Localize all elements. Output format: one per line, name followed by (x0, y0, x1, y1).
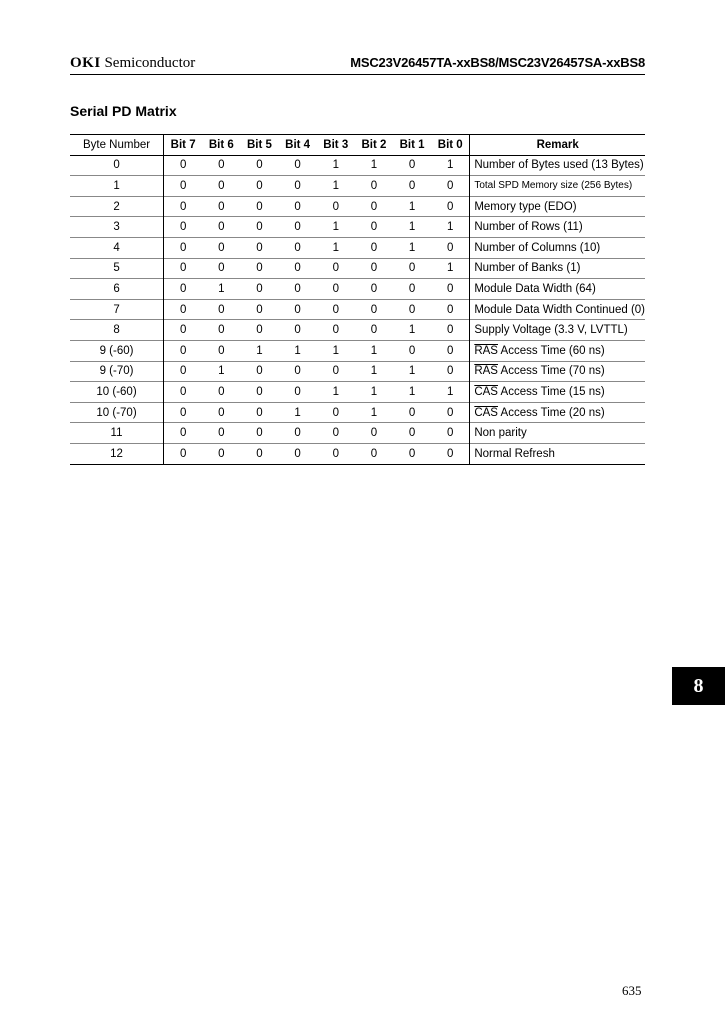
table-row (70, 176, 645, 197)
bit-7-cell: 0 (179, 406, 187, 419)
bit-1-cell: 1 (408, 221, 416, 234)
bit-6-cell: 0 (218, 241, 225, 254)
bit-4-cell: 0 (294, 447, 301, 460)
bit-6-cell: 0 (218, 344, 225, 357)
bit-7-cell: 0 (179, 324, 187, 337)
bit-5-cell: 0 (256, 303, 263, 316)
column-header-bit-0: Bit 0 (431, 135, 470, 156)
byte-number-cell: 12 (70, 443, 164, 464)
bit-4-cell: 0 (294, 179, 301, 192)
bit-7-cell: 0 (179, 179, 187, 192)
bit-4-cell: 0 (294, 303, 301, 316)
byte-number-cell: 5 (70, 258, 164, 279)
bit-3-cell: 0 (332, 262, 339, 275)
bit-7-cell: 0 (179, 365, 187, 378)
table-row (70, 299, 645, 320)
logo-brand: OKI (70, 55, 101, 71)
bit-3-cell: 1 (332, 344, 339, 357)
table-row (70, 423, 645, 444)
bit-6-cell: 0 (218, 262, 225, 275)
bit-3-cell: 0 (332, 427, 339, 440)
column-header-remark: Remark (536, 138, 579, 151)
table-row (70, 443, 645, 464)
table-row (70, 402, 645, 423)
bit-4-cell: 0 (294, 262, 301, 275)
bit-3-cell: 1 (332, 159, 339, 172)
table-row (70, 237, 645, 258)
section-title: Serial PD Matrix (70, 103, 177, 119)
table-row (70, 155, 645, 176)
bit-2-cell: 0 (370, 200, 378, 213)
bit-3-cell: 1 (332, 221, 339, 234)
remark-cell (470, 361, 645, 382)
table-row (70, 217, 645, 238)
bit-6-cell: 0 (218, 200, 225, 213)
byte-number-cell: 6 (70, 279, 164, 300)
table-row (70, 320, 645, 341)
remark-cell (470, 196, 645, 217)
bit-0-cell: 1 (431, 217, 470, 238)
byte-number-cell: 3 (70, 217, 164, 238)
bit-4-cell: 0 (294, 385, 301, 398)
remark-cell (470, 320, 645, 341)
bit-6-cell: 0 (218, 303, 225, 316)
bit-7-cell: 0 (179, 344, 187, 357)
bit-2-cell: 1 (370, 159, 378, 172)
remark-text: Normal Refresh (474, 447, 555, 460)
bit-2-cell: 1 (370, 365, 378, 378)
bit-5-cell: 0 (256, 221, 263, 234)
bit-0-cell: 0 (431, 299, 470, 320)
remark-cell (470, 237, 645, 258)
table-row (70, 382, 645, 403)
bit-2-cell: 0 (370, 179, 378, 192)
remark-text: Memory type (EDO) (474, 200, 577, 213)
bit-5-cell: 0 (256, 427, 263, 440)
bit-1-cell: 0 (408, 303, 416, 316)
bit-1-cell: 0 (408, 282, 416, 295)
signal-name-overbar: $\overline{RAS}$ (474, 365, 498, 378)
bit-7-cell: 0 (179, 385, 187, 398)
column-header-bit-4: Bit 4 (285, 138, 311, 151)
remark-cell (470, 299, 645, 320)
bit-1-cell: 1 (408, 324, 416, 337)
table-row (70, 340, 645, 361)
bit-5-cell: 0 (256, 406, 263, 419)
bit-3-cell: 0 (332, 200, 339, 213)
bit-3-cell: 0 (332, 324, 339, 337)
bit-5-cell: 0 (256, 241, 263, 254)
byte-number-cell: 9 (-60) (70, 340, 164, 361)
bit-3-cell: 1 (332, 241, 339, 254)
remark-text: Total SPD Memory size (256 Bytes) (474, 180, 633, 192)
chapter-tab-marker: 8 (672, 667, 725, 705)
remark-cell (470, 423, 645, 444)
bit-2-cell: 0 (370, 241, 378, 254)
bit-6-cell: 1 (218, 282, 225, 295)
bit-4-cell: 0 (294, 200, 301, 213)
bit-0-cell: 0 (431, 402, 470, 423)
bit-0-cell: 0 (431, 361, 470, 382)
remark-cell (470, 402, 645, 423)
bit-6-cell: 1 (218, 365, 225, 378)
bit-0-cell: 1 (431, 258, 470, 279)
remark-cell (470, 279, 645, 300)
remark-text: Access Time (60 ns) (497, 344, 605, 357)
remark-text: Module Data Width Continued (0) (474, 303, 645, 316)
byte-number-cell: 11 (70, 423, 164, 444)
bit-1-cell: 0 (408, 159, 416, 172)
column-header-bit-3: Bit 3 (323, 138, 349, 151)
remark-text: Non parity (474, 427, 527, 440)
remark-cell (470, 258, 645, 279)
bit-6-cell: 0 (218, 221, 225, 234)
bit-3-cell: 0 (332, 406, 339, 419)
bit-1-cell: 1 (408, 365, 416, 378)
byte-number-cell: 1 (70, 176, 164, 197)
remark-cell (470, 340, 645, 361)
bit-0-cell: 0 (431, 423, 470, 444)
column-header-bit-6: Bit 6 (208, 138, 234, 151)
signal-name-overbar: $\overline{RAS}$ (474, 344, 498, 357)
page-number: 635 (622, 983, 642, 998)
bit-4-cell: 0 (294, 282, 301, 295)
bit-6-cell: 0 (218, 447, 225, 460)
table-row (70, 279, 645, 300)
bit-4-cell: 0 (294, 241, 301, 254)
bit-3-cell: 1 (332, 385, 339, 398)
bit-5-cell: 0 (256, 385, 263, 398)
bit-2-cell: 1 (370, 344, 378, 357)
bit-5-cell: 0 (256, 324, 263, 337)
bit-1-cell: 0 (408, 262, 416, 275)
table-row (70, 196, 645, 217)
bit-1-cell: 0 (408, 344, 416, 357)
remark-text: Access Time (15 ns) (497, 385, 605, 398)
bit-0-cell: 0 (431, 320, 470, 341)
bit-1-cell: 0 (408, 447, 416, 460)
byte-number-cell: 2 (70, 196, 164, 217)
bit-6-cell: 0 (218, 179, 225, 192)
logo-text: Semiconductor (104, 55, 196, 71)
bit-0-cell: 0 (431, 237, 470, 258)
bit-2-cell: 0 (370, 221, 378, 234)
bit-1-cell: 0 (408, 179, 416, 192)
bit-0-cell: 1 (431, 382, 470, 403)
remark-text: Number of Bytes used (13 Bytes) (474, 159, 644, 172)
bit-7-cell: 0 (179, 282, 187, 295)
bit-5-cell: 0 (256, 365, 263, 378)
bit-5-cell: 0 (256, 159, 263, 172)
bit-2-cell: 0 (370, 303, 378, 316)
remark-cell (470, 382, 645, 403)
bit-1-cell: 0 (408, 406, 416, 419)
remark-text: Module Data Width (64) (474, 282, 596, 295)
remark-text: Access Time (70 ns) (497, 365, 605, 378)
byte-number-cell: 10 (-70) (70, 402, 164, 423)
byte-number-cell: 8 (70, 320, 164, 341)
document-title: MSC23V26457TA-xxBS8/MSC23V26457SA-xxBS8 (350, 55, 645, 70)
bit-4-cell: 0 (294, 365, 301, 378)
bit-2-cell: 0 (370, 282, 378, 295)
bit-4-cell: 0 (294, 324, 301, 337)
bit-0-cell: 0 (431, 443, 470, 464)
bit-0-cell: 0 (431, 196, 470, 217)
bit-2-cell: 1 (370, 406, 378, 419)
byte-number-cell: 4 (70, 237, 164, 258)
bit-7-cell: 0 (179, 427, 187, 440)
remark-text: Number of Columns (10) (474, 241, 601, 254)
remark-cell (470, 217, 645, 238)
remark-cell (470, 155, 645, 176)
bit-3-cell: 0 (332, 303, 339, 316)
bit-0-cell: 0 (431, 176, 470, 197)
table-row (70, 258, 645, 279)
bit-4-cell: 1 (294, 344, 301, 357)
bit-0-cell: 0 (431, 340, 470, 361)
bit-7-cell: 0 (179, 303, 187, 316)
column-header-byte-number: Byte Number (70, 135, 164, 156)
column-header-bit-5: Bit 5 (246, 138, 272, 151)
bit-5-cell: 1 (256, 344, 263, 357)
bit-2-cell: 0 (370, 324, 378, 337)
bit-1-cell: 1 (408, 200, 416, 213)
bit-4-cell: 0 (294, 427, 301, 440)
bit-2-cell: 0 (370, 262, 378, 275)
bit-6-cell: 0 (218, 427, 225, 440)
bit-7-cell: 0 (179, 262, 187, 275)
bit-3-cell: 1 (332, 179, 339, 192)
oki-semiconductor-logo (70, 55, 195, 72)
bit-7-cell: 0 (179, 200, 187, 213)
bit-6-cell: 0 (218, 385, 225, 398)
remark-text: Number of Rows (11) (474, 221, 583, 234)
bit-3-cell: 0 (332, 447, 339, 460)
bit-5-cell: 0 (256, 200, 263, 213)
remark-text: Access Time (20 ns) (497, 406, 605, 419)
column-header-bit-1: Bit 1 (399, 138, 425, 151)
column-header-bit-2: Bit 2 (361, 138, 387, 151)
byte-number-cell: 0 (70, 155, 164, 176)
bit-2-cell: 0 (370, 427, 378, 440)
bit-2-cell: 1 (370, 385, 378, 398)
remark-text: Number of Banks (1) (474, 262, 581, 275)
remark-text: Supply Voltage (3.3 V, LVTTL) (474, 324, 628, 337)
byte-number-cell: 7 (70, 299, 164, 320)
bit-6-cell: 0 (218, 159, 225, 172)
bit-1-cell: 1 (408, 241, 416, 254)
bit-5-cell: 0 (256, 179, 263, 192)
bit-7-cell: 0 (179, 447, 187, 460)
signal-name-overbar: $\overline{CAS}$ (474, 406, 498, 419)
bit-3-cell: 0 (332, 282, 339, 295)
page-header (70, 54, 645, 75)
bit-4-cell: 0 (294, 221, 301, 234)
bit-0-cell: 1 (431, 155, 470, 176)
bit-5-cell: 0 (256, 262, 263, 275)
bit-7-cell: 0 (179, 241, 187, 254)
signal-name-overbar: $\overline{CAS}$ (474, 385, 498, 398)
bit-5-cell: 0 (256, 282, 263, 295)
remark-cell (470, 443, 645, 464)
byte-number-cell: 9 (-70) (70, 361, 164, 382)
serial-pd-matrix-table (70, 134, 645, 465)
bit-4-cell: 1 (294, 406, 301, 419)
bit-0-cell: 0 (431, 279, 470, 300)
bit-1-cell: 1 (408, 385, 416, 398)
bit-3-cell: 0 (332, 365, 339, 378)
byte-number-cell: 10 (-60) (70, 382, 164, 403)
table-header-row (70, 135, 645, 156)
bit-7-cell: 0 (179, 159, 187, 172)
remark-cell (470, 176, 645, 197)
table-row (70, 361, 645, 382)
bit-4-cell: 0 (294, 159, 301, 172)
column-header-bit-7: Bit 7 (170, 138, 196, 151)
bit-2-cell: 0 (370, 447, 378, 460)
bit-7-cell: 0 (179, 221, 187, 234)
bit-6-cell: 0 (218, 324, 225, 337)
bit-1-cell: 0 (408, 427, 416, 440)
bit-6-cell: 0 (218, 406, 225, 419)
bit-5-cell: 0 (256, 447, 263, 460)
